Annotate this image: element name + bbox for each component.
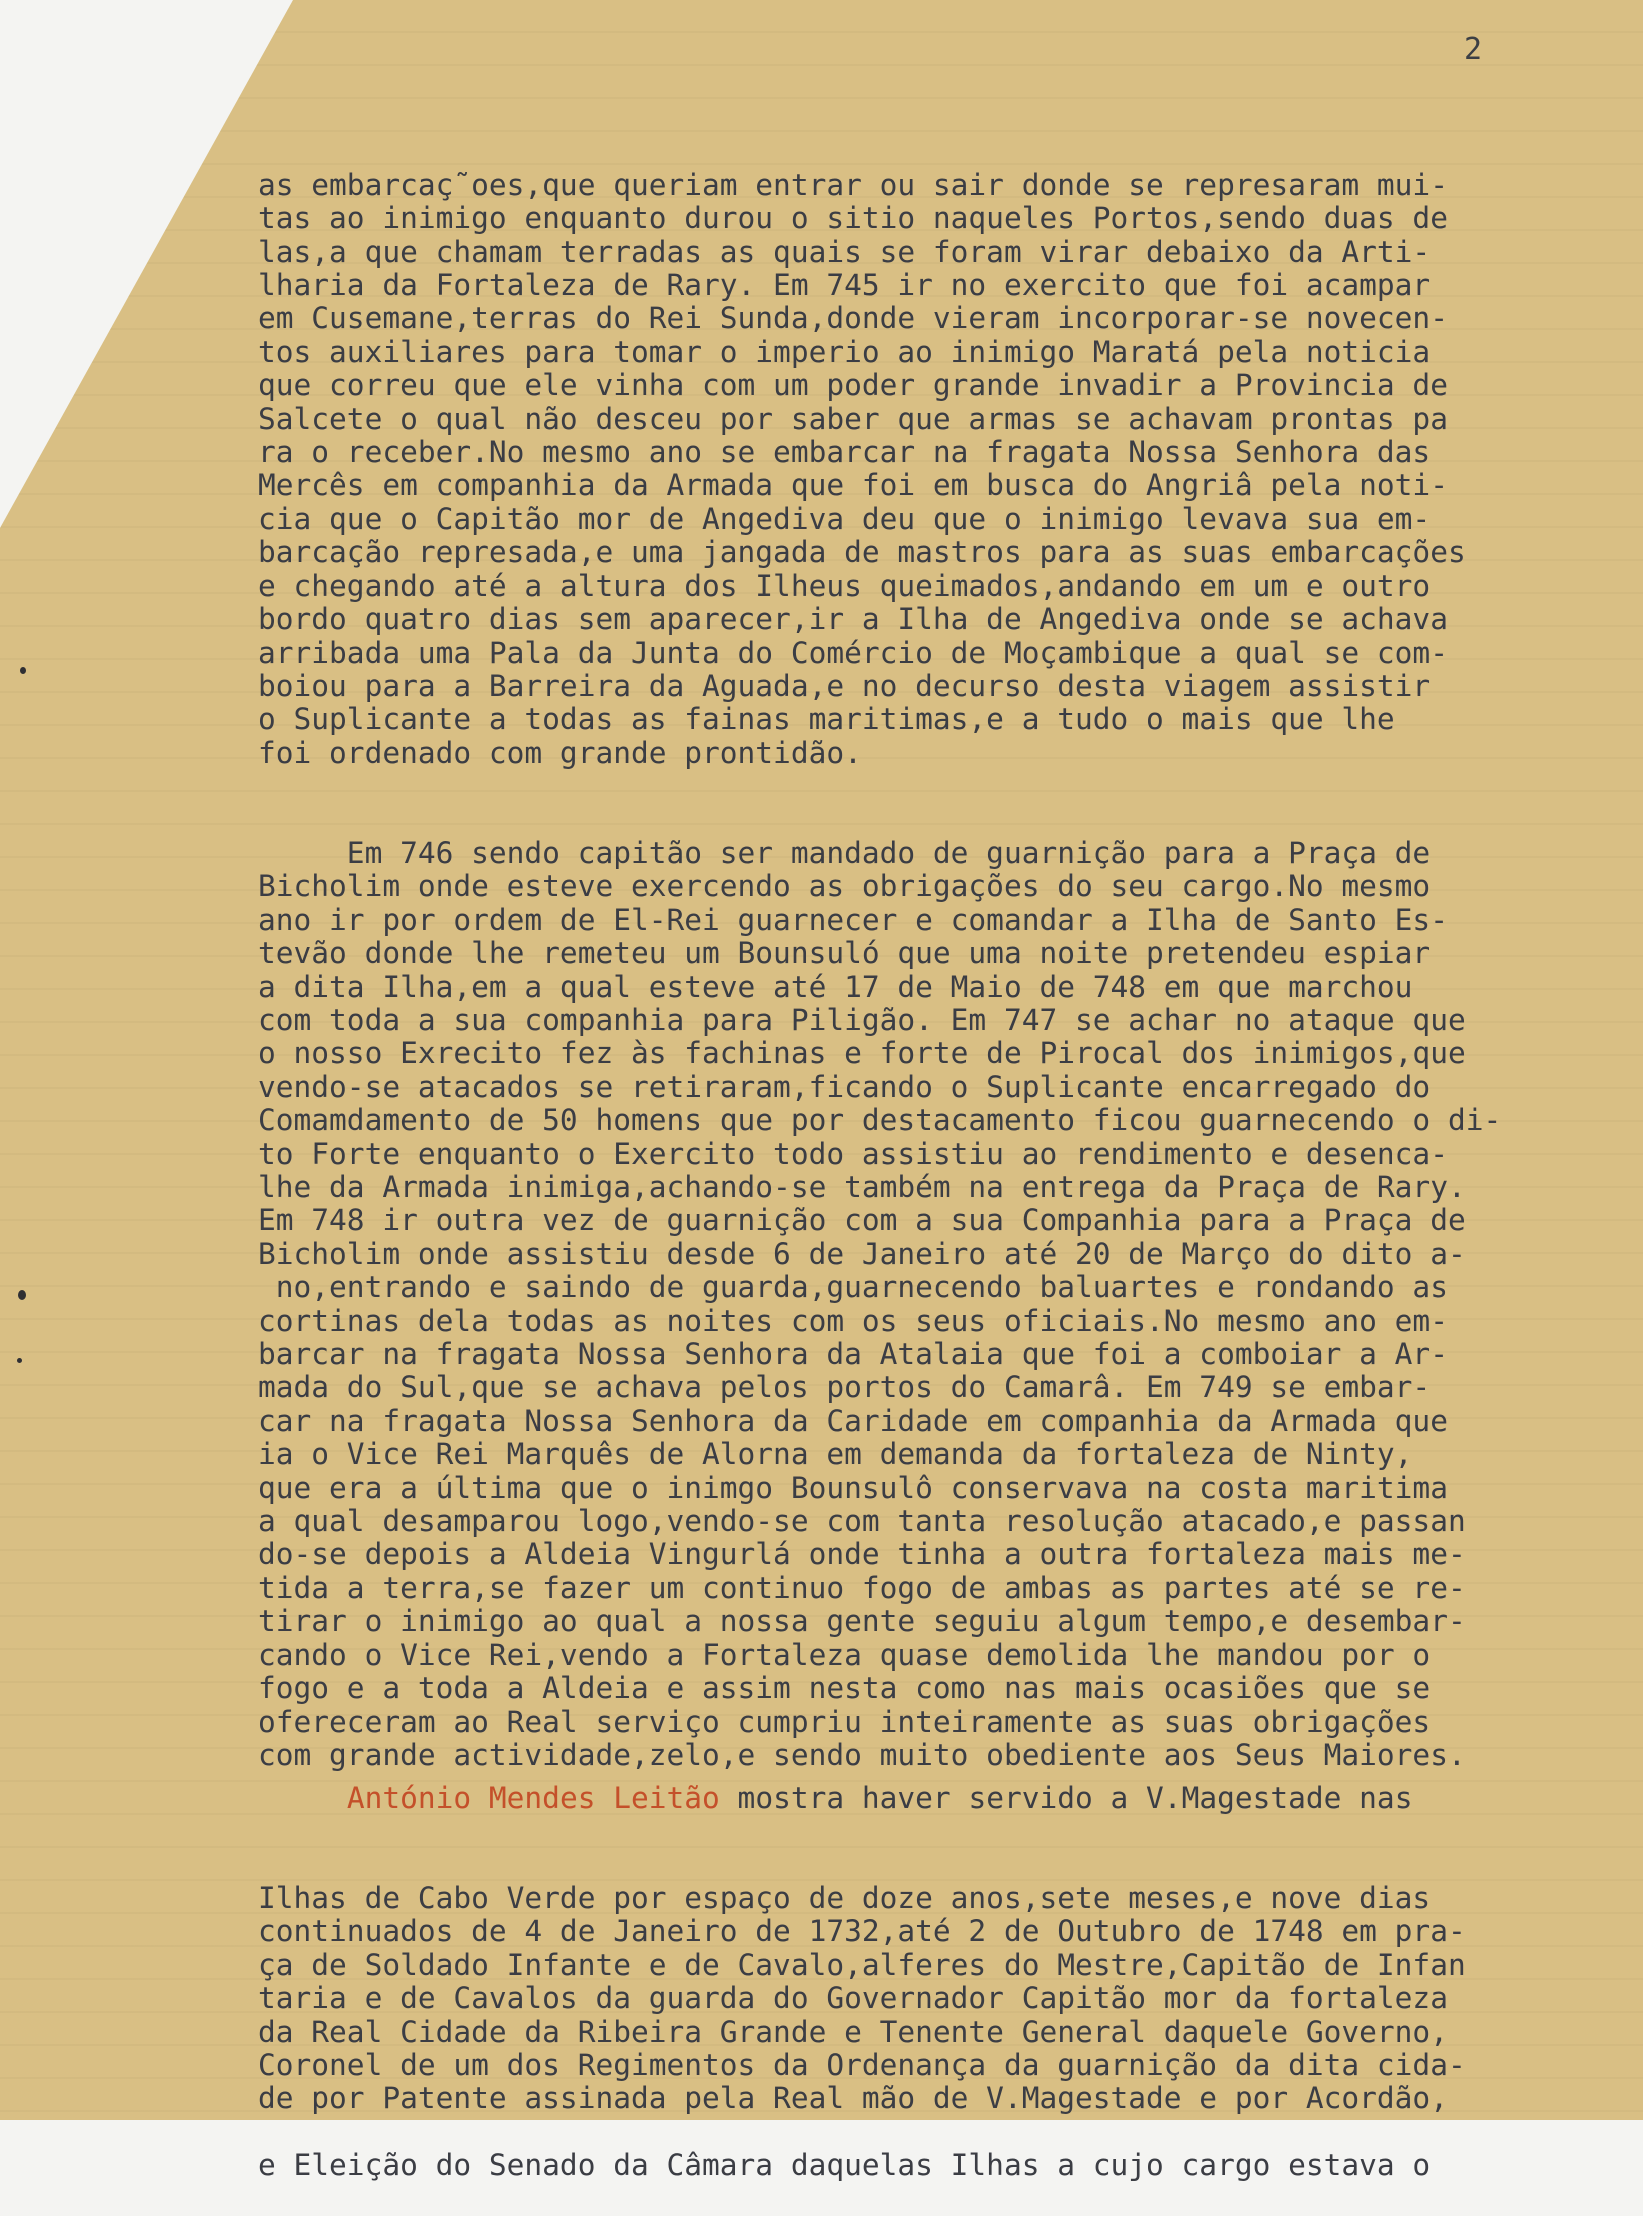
text-line: Mercês em companhia da Armada que foi em busca do Angriâ pela noti- bbox=[258, 468, 1448, 503]
text-line: Em 746 sendo capitão ser mandado de guarnição para a Praça de bbox=[258, 835, 1431, 870]
text-line: da Real Cidade da Ribeira Grande e Tenente General daquele Governo, bbox=[258, 2014, 1448, 2049]
text-line: a qual desamparou logo,vendo-se com tanta resolução atacado,e passan bbox=[258, 1504, 1466, 1539]
paragraph-2 bbox=[258, 837, 1608, 1772]
text-line: tas ao inimigo enquanto durou o sitio naqueles Portos,sendo duas de bbox=[258, 201, 1448, 236]
text-line: ra o receber.No mesmo ano se embarcar na fragata Nossa Senhora das bbox=[258, 435, 1431, 470]
margin-mark bbox=[18, 1290, 26, 1300]
text-line: taria e de Cavalos da guarda do Governador Capitão mor da fortaleza bbox=[258, 1981, 1448, 2016]
entry-first-line-rest: mostra haver servido a V.Magestade nas bbox=[719, 1780, 1413, 1815]
text-line: a dita Ilha,em a qual esteve até 17 de Maio de 748 em que marchou bbox=[258, 969, 1413, 1004]
text-line: tirar o inimigo ao qual a nossa gente seguiu algum tempo,e desembar- bbox=[258, 1604, 1466, 1639]
text-line: Em 748 ir outra vez de guarnição com a sua Companhia para a Praça de bbox=[258, 1203, 1466, 1238]
main-text bbox=[258, 102, 1608, 1806]
margin-mark bbox=[17, 1358, 22, 1363]
text-line: Bicholim onde esteve exercendo as obrigações do seu cargo.No mesmo bbox=[258, 869, 1431, 904]
text-line: o Suplicante a todas as fainas maritimas,e a tudo o mais que lhe bbox=[258, 702, 1395, 737]
text-line: cia que o Capitão mor de Angediva deu que o inimigo levava sua em- bbox=[258, 501, 1431, 536]
text-line: as embarcaç˜oes,que queriam entrar ou sair donde se represaram mui- bbox=[258, 167, 1448, 202]
text-line: car na fragata Nossa Senhora da Caridade em companhia da Armada que bbox=[258, 1403, 1448, 1438]
text-line: vendo-se atacados se retiraram,ficando o Suplicante encarregado do bbox=[258, 1069, 1431, 1104]
text-line: barcação represada,e uma jangada de mastros para as suas embarcações bbox=[258, 535, 1466, 570]
entry-antonio-mendes-leitao bbox=[258, 1715, 1608, 2216]
text-line: continuados de 4 de Janeiro de 1732,até 2 de Outubro de 1748 em pra- bbox=[258, 1914, 1466, 1949]
text-line: ça de Soldado Infante e de Cavalo,alferes do Mestre,Capitão de Infan bbox=[258, 1947, 1466, 1982]
text-line: cando o Vice Rei,vendo a Fortaleza quase demolida lhe mandou por o bbox=[258, 1637, 1431, 1672]
text-line: tos auxiliares para tomar o imperio ao inimigo Maratá pela noticia bbox=[258, 334, 1431, 369]
text-line: no,entrando e saindo de guarda,guarnecendo baluartes e rondando as bbox=[258, 1270, 1448, 1305]
text-line: barcar na fragata Nossa Senhora da Atalaia que foi a comboiar a Ar- bbox=[258, 1337, 1448, 1372]
text-line: que era a última que o inimgo Bounsulô conservava na costa maritima bbox=[258, 1470, 1448, 1505]
text-line: Comamdamento de 50 homens que por destacamento ficou guarnecendo o di- bbox=[258, 1103, 1502, 1138]
text-line: o nosso Exrecito fez às fachinas e forte de Pirocal dos inimigos,que bbox=[258, 1036, 1466, 1071]
text-line: e chegando até a altura dos Ilheus queimados,andando em um e outro bbox=[258, 568, 1431, 603]
text-line: ofereceram ao Real serviço cumpriu inteiramente as suas obrigações bbox=[258, 1704, 1431, 1739]
text-line: do-se depois a Aldeia Vingurlá onde tinha a outra fortaleza mais me- bbox=[258, 1537, 1466, 1572]
entry-lines bbox=[258, 1882, 1608, 2183]
text-line: que correu que ele vinha com um poder grande invadir a Provincia de bbox=[258, 368, 1448, 403]
page-number: 2 bbox=[1464, 32, 1483, 67]
text-line: Ilhas de Cabo Verde por espaço de doze anos,sete meses,e nove dias bbox=[258, 1881, 1431, 1916]
text-line: arribada uma Pala da Junta do Comércio de Moçambique a qual se com- bbox=[258, 635, 1448, 670]
text-line: foi ordenado com grande prontidão. bbox=[258, 735, 862, 770]
text-line: boiou para a Barreira da Aguada,e no decurso desta viagem assistir bbox=[258, 668, 1431, 703]
text-line: cortinas dela todas as noites com os seus oficiais.No mesmo ano em- bbox=[258, 1303, 1448, 1338]
text-line: em Cusemane,terras do Rei Sunda,donde vieram incorporar-se novecen- bbox=[258, 301, 1448, 336]
text-line: lhe da Armada inimiga,achando-se também na entrega da Praça de Rary. bbox=[258, 1170, 1466, 1204]
text-line: tida a terra,se fazer um continuo fogo de ambas as partes até se re- bbox=[258, 1570, 1466, 1605]
text-line bbox=[258, 2116, 1608, 2149]
text-line: e Eleição do Senado da Câmara daquelas Ilhas a cujo cargo estava o bbox=[258, 2148, 1431, 2183]
text-line: to Forte enquanto o Exercito todo assistiu ao rendimento e desenca- bbox=[258, 1136, 1448, 1171]
text-line: tevão donde lhe remeteu um Bounsuló que uma noite pretendeu espiar bbox=[258, 936, 1431, 971]
paragraph-1 bbox=[258, 169, 1608, 770]
text-line: Coronel de um dos Regimentos da Ordenança da guarnição da dita cida- bbox=[258, 2048, 1466, 2083]
text-line: com toda a sua companhia para Piligão. Em 747 se achar no ataque que bbox=[258, 1002, 1466, 1037]
text-line: lharia da Fortaleza de Rary. Em 745 ir no exercito que foi acampar bbox=[258, 268, 1431, 303]
person-name: António Mendes Leitão bbox=[346, 1780, 720, 1815]
text-line: de por Patente assinada pela Real mão de V.Magestade e por Acordão, bbox=[258, 2081, 1448, 2116]
text-line: Bicholim onde assistiu desde 6 de Janeiro até 20 de Março do dito a- bbox=[258, 1236, 1466, 1271]
text-line: fogo e a toda a Aldeia e assim nesta como nas mais ocasiões que se bbox=[258, 1671, 1431, 1706]
text-line: mada do Sul,que se achava pelos portos do Camarâ. Em 749 se embar- bbox=[258, 1370, 1431, 1405]
text-line: bordo quatro dias sem aparecer,ir a Ilha de Angediva onde se achava bbox=[258, 602, 1448, 637]
text-line: com grande actividade,zelo,e sendo muito obediente aos Seus Maiores. bbox=[258, 1737, 1466, 1772]
text-line: Salcete o qual não desceu por saber que armas se achavam prontas pa bbox=[258, 401, 1448, 436]
text-line: ano ir por ordem de El-Rei guarnecer e comandar a Ilha de Santo Es- bbox=[258, 902, 1448, 937]
margin-mark bbox=[20, 667, 26, 674]
entry-first-line bbox=[258, 1782, 1608, 1815]
text-line: las,a que chamam terradas as quais se foram virar debaixo da Arti- bbox=[258, 234, 1431, 269]
text-line: ia o Vice Rei Marquês de Alorna em demanda da fortaleza de Ninty, bbox=[258, 1437, 1413, 1472]
